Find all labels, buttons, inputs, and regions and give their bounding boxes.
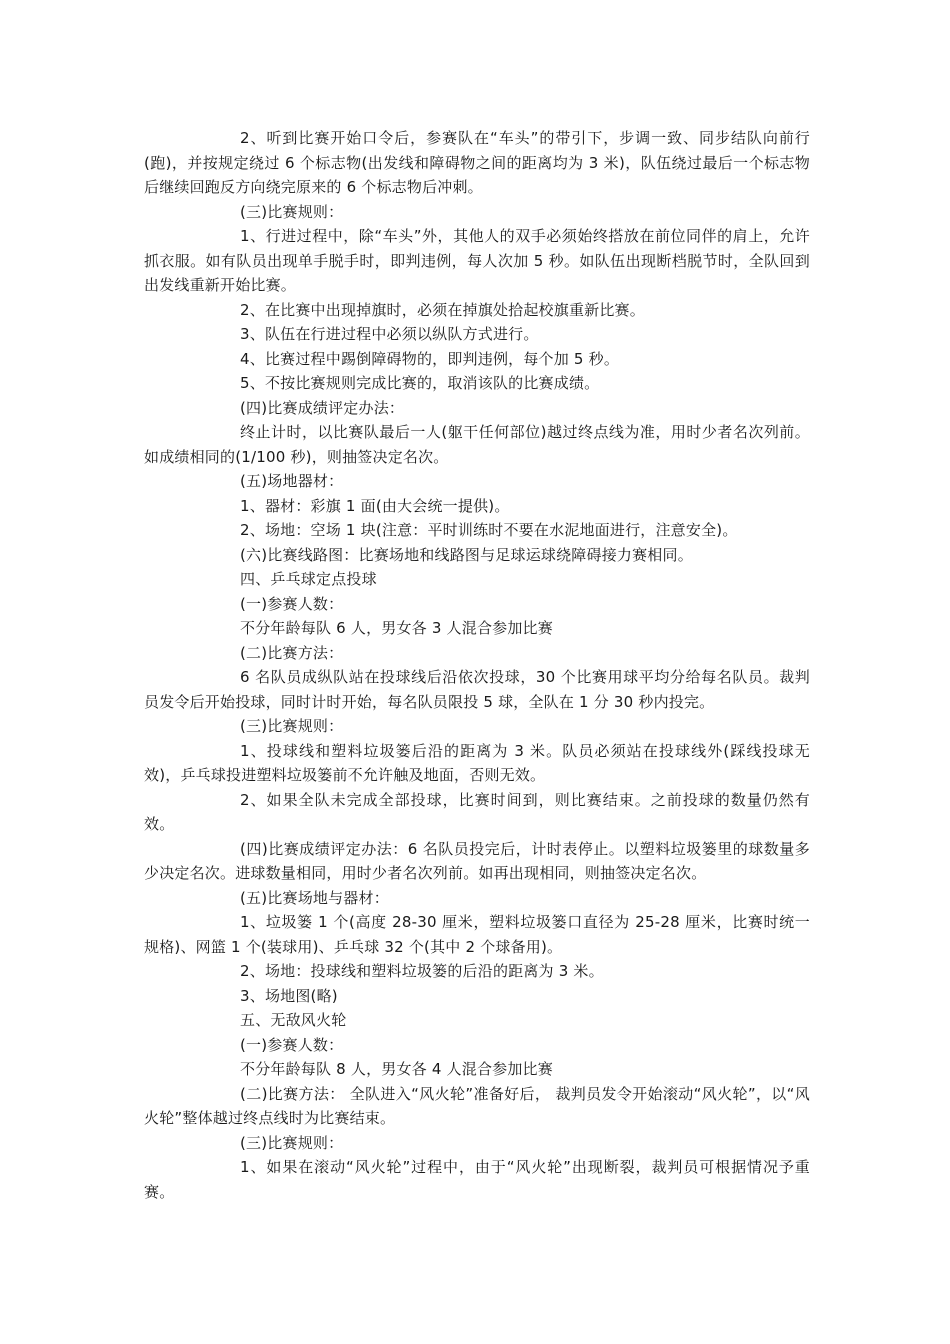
paragraph: 5、不按比赛规则完成比赛的，取消该队的比赛成绩。 [240, 374, 600, 392]
section-heading: (五)比赛场地与器材： [240, 888, 389, 907]
section-heading: (三)比赛规则： [240, 1133, 344, 1152]
paragraph: 3、队伍在行进过程中必须以纵队方式进行。 [240, 325, 539, 343]
chapter-heading: 五、无敌风火轮 [240, 1011, 347, 1029]
section-heading: (一)参赛人数： [240, 1035, 344, 1054]
paragraph: 1、器材：彩旗 1 面(由大会统一提供)。 [240, 496, 510, 515]
section-heading: (五)场地器材： [240, 472, 344, 490]
paragraph: 1、如果在滚动“风火轮”过程中，由于“风火轮”出现断裂，裁判员可根据情况予重赛。 [144, 1158, 810, 1201]
paragraph: 终止计时，以比赛队最后一人(躯干任何部位)越过终点线为准，用时少者名次列前。如成绩相同的(1/100 秒)，则抽签决定名次。 [144, 423, 810, 466]
section-heading: (四)比赛成绩评定办法：6 名队员投完后，计时表停止。以塑料垃圾篓里的球数量多少决定名次。进球数量相同，用时少者名次列前。如再出现相同，则抽签决定名次。 [144, 839, 810, 882]
paragraph: 不分年龄每队 8 人，男女各 4 人混合参加比赛 [240, 1060, 553, 1078]
paragraph: 4、比赛过程中踢倒障碍物的，即判违例，每个加 5 秒。 [240, 349, 620, 368]
paragraph: 6 名队员成纵队站在投球线后沿依次投球，30 个比赛用球平均分给每名队员。裁判员发令后开始投球，同时计时开始，每名队员限投 5 球，全队在 1 分 30 秒内投完。 [144, 668, 810, 711]
paragraph: 2、场地：投球线和塑料垃圾篓的后沿的距离为 3 米。 [240, 962, 604, 980]
section-heading: (三)比赛规则： [240, 717, 344, 735]
paragraph: 1、行进过程中，除“车头”外，其他人的双手必须始终搭放在前位同伴的肩上，允许抓衣服。如有队员出现单手脱手时，即判违例，每人次加 5 秒。如队伍出现断档脱节时，全队回到出发线重新开始比赛。 [144, 227, 810, 294]
paragraph: 2、听到比赛开始口令后，参赛队在“车头”的带引下，步调一致、同步结队向前行(跑)，并按规定绕过 6 个标志物(出发线和障碍物之间的距离均为 3 米)，队伍绕过最后一个标志物后继续回跑反方向绕完原来的 6 个标志物后冲刺。 [144, 129, 810, 196]
section-heading: (二)比赛方法： 全队进入“风火轮”准备好后， 裁判员发令开始滚动“风火轮”，以“风火轮”整体越过终点线时为比赛结束。 [144, 1084, 810, 1127]
paragraph: 1、投球线和塑料垃圾篓后沿的距离为 3 米。队员必须站在投球线外(踩线投球无效)，乒乓球投进塑料垃圾篓前不允许触及地面，否则无效。 [144, 741, 810, 784]
document-body [144, 126, 810, 1204]
section-heading: (三)比赛规则： [240, 202, 344, 221]
section-heading: (一)参赛人数： [240, 594, 344, 613]
section-heading: (六)比赛线路图：比赛场地和线路图与足球运球绕障碍接力赛相同。 [240, 545, 693, 564]
paragraph: 3、场地图(略) [240, 986, 338, 1005]
paragraph: 2、在比赛中出现掉旗时，必须在掉旗处拾起校旗重新比赛。 [240, 300, 645, 319]
paragraph: 2、场地：空场 1 块(注意：平时训练时不要在水泥地面进行，注意安全)。 [240, 521, 738, 539]
chapter-heading: 四、乒乓球定点投球 [240, 570, 377, 588]
section-heading: (二)比赛方法： [240, 643, 344, 662]
paragraph: 2、如果全队未完成全部投球，比赛时间到，则比赛结束。之前投球的数量仍然有效。 [144, 790, 810, 833]
section-heading: (四)比赛成绩评定办法： [240, 398, 405, 417]
paragraph: 不分年龄每队 6 人，男女各 3 人混合参加比赛 [240, 619, 553, 637]
paragraph: 1、垃圾篓 1 个(高度 28-30 厘米，塑料垃圾篓口直径为 25-28 厘米，比赛时统一规格)、网篮 1 个(装球用)、乒乓球 32 个(其中 2 个球备用)。 [144, 913, 810, 956]
